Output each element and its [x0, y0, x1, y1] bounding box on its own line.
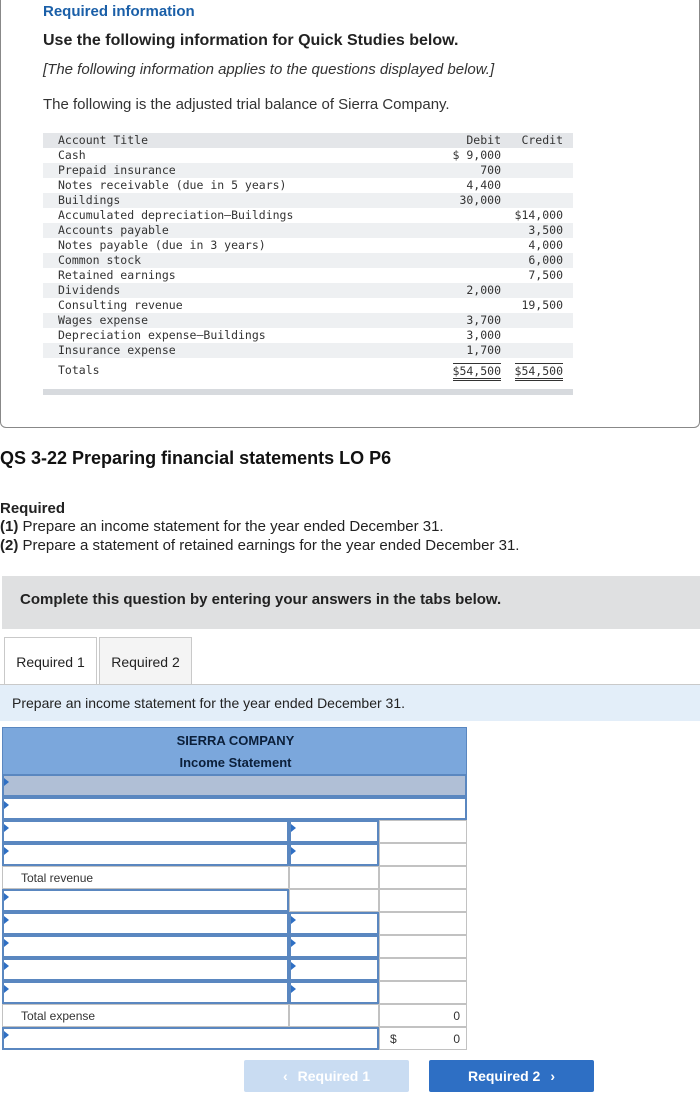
chevron-left-icon: ‹ — [282, 1068, 288, 1084]
revenue-line-row — [2, 820, 467, 842]
header-debit: Debit — [466, 133, 501, 147]
revenue-account-select[interactable] — [2, 820, 289, 843]
required-item-1-text: Prepare an income statement for the year ended December 31. — [22, 518, 444, 535]
credit-amount: 4,000 — [528, 238, 563, 252]
expense-line-row — [2, 935, 467, 957]
tab-prompt-text: Prepare an income statement for the year ended December 31. — [12, 695, 405, 711]
required-item-2-text: Prepare a statement of retained earnings for the year ended December 31. — [22, 537, 520, 554]
totals-label: Totals — [58, 363, 100, 377]
total-revenue-mid-cell — [289, 866, 379, 889]
expense-account-select[interactable] — [2, 958, 289, 981]
total-expense-label-cell — [2, 1004, 289, 1027]
header-credit: Credit — [521, 133, 563, 147]
total-expense-label: Total expense — [21, 1009, 96, 1023]
credit-amount: 7,500 — [528, 268, 563, 282]
credit-amount: 6,000 — [528, 253, 563, 267]
trial-balance-row — [43, 163, 573, 178]
net-income-label-select[interactable] — [2, 1027, 379, 1050]
net-income-currency: $ — [390, 1032, 397, 1046]
expense-heading-input[interactable] — [2, 889, 289, 912]
total-revenue-row — [2, 866, 467, 888]
header-account-title: Account Title — [58, 133, 149, 147]
trial-balance-row — [43, 298, 573, 313]
credit-amount: $14,000 — [514, 208, 563, 222]
required-information-link[interactable]: Required information — [43, 3, 195, 20]
trial-balance-header — [43, 133, 573, 148]
total-expense-value-cell — [379, 1004, 467, 1027]
info-lead-text: Use the following information for Quick Studies below. — [43, 32, 459, 49]
account-title: Common stock — [58, 253, 142, 267]
net-income-row — [2, 1027, 467, 1049]
debit-amount: 2,000 — [466, 283, 501, 297]
date-input[interactable] — [2, 774, 467, 797]
expense-amount-input[interactable] — [289, 958, 379, 981]
required-item-2 — [0, 537, 519, 554]
revenue-total-cell — [379, 843, 467, 866]
info-intro-text: The following is the adjusted trial balance of Sierra Company. — [43, 96, 450, 113]
debit-amount: $ 9,000 — [452, 148, 501, 162]
trial-balance-row — [43, 178, 573, 193]
next-tab-label: Required 2 — [467, 1068, 541, 1084]
debit-amount: 3,000 — [466, 328, 501, 342]
company-name: SIERRA COMPANY — [176, 733, 295, 748]
total-revenue-value-cell — [379, 866, 467, 889]
statement-header — [2, 727, 467, 775]
expense-heading-right-cell — [379, 889, 467, 912]
account-title: Cash — [58, 148, 86, 162]
statement-name: Income Statement — [179, 755, 292, 770]
chevron-right-icon: › — [550, 1068, 556, 1084]
expense-amount-input[interactable] — [289, 981, 379, 1004]
account-title: Notes payable (due in 3 years) — [58, 238, 266, 252]
account-title: Buildings — [58, 193, 121, 207]
account-title: Dividends — [58, 283, 121, 297]
debit-amount: 3,700 — [466, 313, 501, 327]
expense-amount-input[interactable] — [289, 912, 379, 935]
trial-balance-footer-bar — [43, 389, 573, 395]
net-income-value-cell — [379, 1027, 467, 1050]
dropdown-marker-icon — [4, 801, 9, 809]
account-title: Insurance expense — [58, 343, 176, 357]
trial-balance-row — [43, 328, 573, 343]
revenue-heading-row — [2, 797, 467, 819]
dropdown-marker-icon — [4, 916, 9, 924]
trial-balance-row — [43, 283, 573, 298]
total-expense-value: 0 — [453, 1009, 460, 1023]
amount-marker-icon — [291, 847, 296, 855]
total-revenue-label-cell — [2, 866, 289, 889]
dropdown-marker-icon — [4, 962, 9, 970]
trial-balance-row — [43, 223, 573, 238]
account-title: Prepaid insurance — [58, 163, 176, 177]
debit-amount: 1,700 — [466, 343, 501, 357]
required-item-2-num: (2) — [0, 537, 19, 554]
expense-account-select[interactable] — [2, 912, 289, 935]
amount-marker-icon — [291, 939, 296, 947]
expense-total-cell — [379, 912, 467, 935]
net-income-value: 0 — [453, 1032, 460, 1046]
dropdown-marker-icon — [4, 824, 9, 832]
revenue-total-cell — [379, 820, 467, 843]
debit-amount: 30,000 — [459, 193, 501, 207]
info-note-text: [The following information applies to the questions displayed below.] — [43, 61, 495, 78]
trial-balance-row — [43, 193, 573, 208]
dropdown-marker-icon — [4, 939, 9, 947]
expense-heading-row — [2, 889, 467, 911]
required-information-card — [0, 0, 700, 428]
expense-account-select[interactable] — [2, 935, 289, 958]
trial-balance-row — [43, 148, 573, 163]
trial-balance-table — [43, 133, 573, 395]
amount-marker-icon — [291, 916, 296, 924]
account-title: Retained earnings — [58, 268, 176, 282]
debit-amount: 700 — [480, 163, 501, 177]
expense-total-cell — [379, 981, 467, 1004]
tab-required-1[interactable]: Required 1 — [4, 637, 97, 686]
debit-amount: 4,400 — [466, 178, 501, 192]
trial-balance-totals — [43, 363, 573, 378]
total-expense-mid-cell — [289, 1004, 379, 1027]
revenue-line-row — [2, 843, 467, 865]
amount-marker-icon — [291, 985, 296, 993]
account-title: Accumulated depreciation–Buildings — [58, 208, 294, 222]
required-item-1-num: (1) — [0, 518, 19, 535]
dropdown-marker-icon — [4, 847, 9, 855]
question-title: QS 3-22 Preparing financial statements LO P6 — [0, 448, 392, 468]
expense-account-select[interactable] — [2, 981, 289, 1004]
previous-tab-button[interactable] — [244, 1060, 409, 1092]
expense-total-cell — [379, 958, 467, 981]
total-expense-row — [2, 1004, 467, 1026]
required-item-1 — [0, 518, 444, 535]
amount-marker-icon — [291, 962, 296, 970]
required-heading: Required — [0, 500, 66, 517]
tab-required-2[interactable]: Required 2 — [99, 637, 192, 685]
revenue-account-select[interactable] — [2, 843, 289, 866]
account-title: Notes receivable (due in 5 years) — [58, 178, 287, 192]
expense-line-row — [2, 958, 467, 980]
trial-balance-row — [43, 208, 573, 223]
trial-balance-row — [43, 238, 573, 253]
trial-balance-row — [43, 268, 573, 283]
dropdown-marker-icon — [4, 1031, 9, 1039]
dropdown-marker-icon — [4, 893, 9, 901]
expense-total-cell — [379, 935, 467, 958]
account-title: Consulting revenue — [58, 298, 183, 312]
revenue-amount-input[interactable] — [289, 843, 379, 866]
expense-line-row — [2, 981, 467, 1003]
expense-line-row — [2, 912, 467, 934]
credit-amount: 19,500 — [521, 298, 563, 312]
dropdown-marker-icon — [4, 778, 9, 786]
instructions-banner — [2, 576, 700, 629]
total-revenue-label: Total revenue — [21, 871, 94, 885]
account-title: Depreciation expense–Buildings — [58, 328, 266, 342]
trial-balance-row — [43, 343, 573, 358]
dropdown-marker-icon — [4, 985, 9, 993]
account-title: Accounts payable — [58, 223, 169, 237]
previous-tab-label: Required 1 — [297, 1068, 371, 1084]
tab-prompt — [0, 685, 700, 721]
revenue-amount-input[interactable] — [289, 820, 379, 843]
expense-amount-input[interactable] — [289, 935, 379, 958]
trial-balance-row — [43, 253, 573, 268]
credit-amount: 3,500 — [528, 223, 563, 237]
revenue-heading-input[interactable] — [2, 797, 467, 820]
trial-balance-row — [43, 313, 573, 328]
account-title: Wages expense — [58, 313, 149, 327]
instructions-text: Complete this question by entering your answers in the tabs below. — [20, 591, 502, 608]
totals-debit: $54,500 — [453, 363, 501, 379]
expense-heading-mid-cell — [289, 889, 379, 912]
date-row — [2, 774, 467, 796]
next-tab-button[interactable] — [429, 1060, 594, 1092]
totals-credit: $54,500 — [515, 363, 563, 379]
amount-marker-icon — [291, 824, 296, 832]
